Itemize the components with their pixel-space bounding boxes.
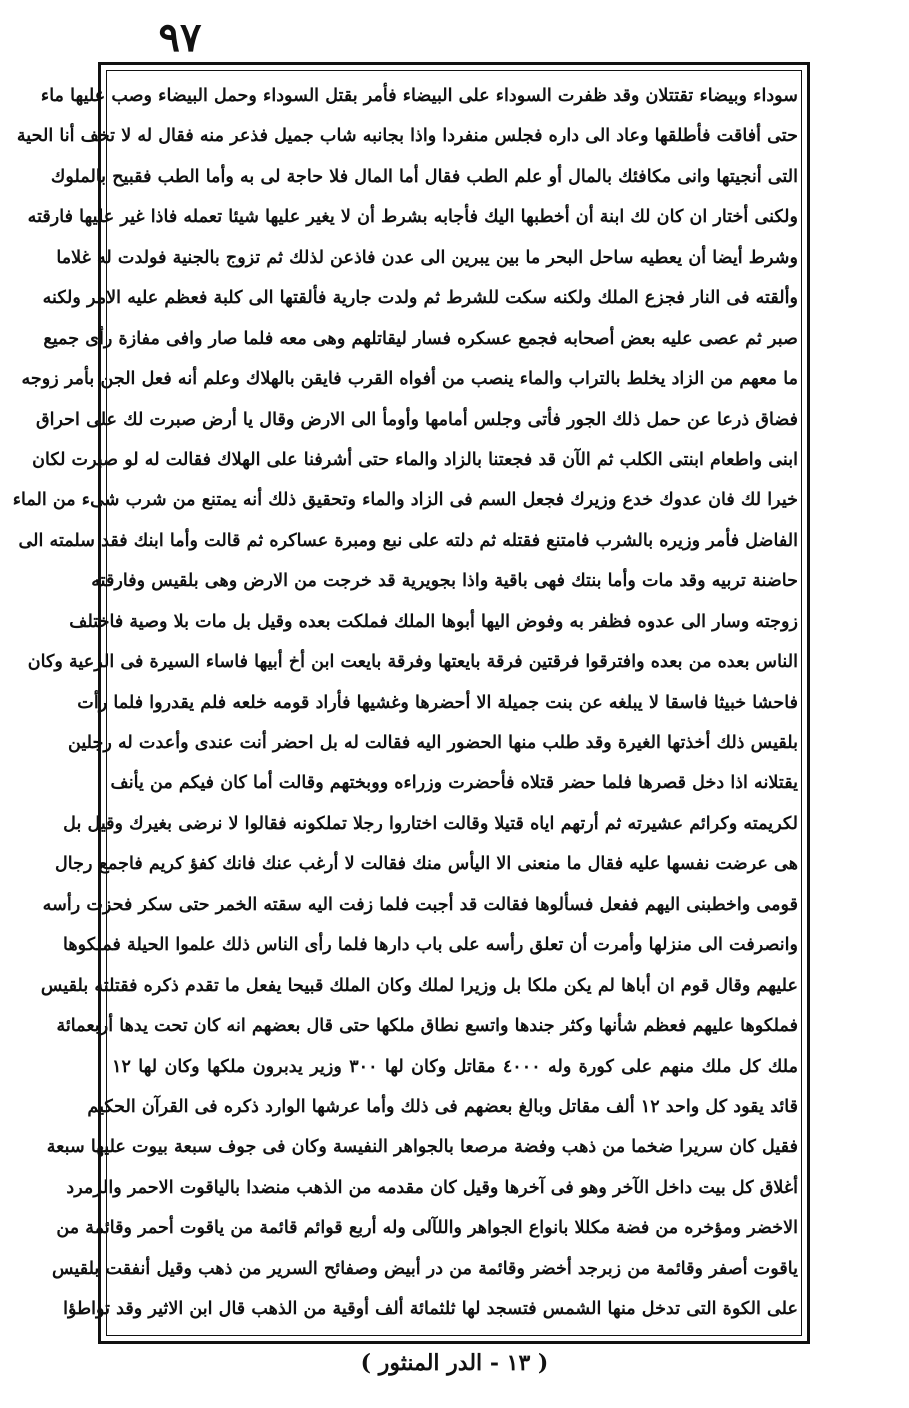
text-line: يقتلانه اذا دخل قصرها فلما حضر قتلاه فأحضرت وزراءه ووبختهم وقالت أما كان فيكم من يأنف <box>110 772 798 794</box>
text-line: التى أنجيتها وانى مكافئك بالمال أو علم الطب فقال أما المال فلا حاجة لى به وأما الطب فقبيح بالملوك <box>50 165 798 187</box>
text-line: عليهم وقال قوم ان أباها لم يكن ملكا بل وزيرا لملك وكان الملك قبيحا يفعل ما تقدم ذكره فقتلته بلقيس <box>40 974 798 996</box>
page-number: ٩٧ <box>158 14 202 61</box>
text-line: فضاق ذرعا عن حمل ذلك الجور فأتى وجلس أمامها وأومأ الى الارض وقال يا أرض صبرت لك على احراق <box>35 408 798 430</box>
text-line: قومى واخطبنى اليهم ففعل فسألوها فقالت قد أجبت فلما زفت اليه سقته الخمر حتى سكر فحزت رأسه <box>42 893 798 915</box>
text-line: زوجته وسار الى عدوه فظفر به وفوض اليها أبوها الملك فملكت بعده وقيل بل مات بلا وصية فاختلف <box>69 610 798 632</box>
text-line: وشرط أيضا أن يعطيه ساحل البحر ما بين يبرين الى عدن فاذعن لذلك ثم تزوج بالجنية فولدت له غلاما <box>56 246 798 268</box>
text-body <box>12 76 798 1330</box>
text-line: حتى أفاقت فأطلقها وعاد الى داره فجلس منفردا واذا بجانبه شاب جميل فذعر منه فقال له لا تخف أنا الحية <box>16 125 798 147</box>
text-line: حاضنة تربيه وقد مات وأما بنتك فهى باقية واذا بجويرية قد خرجت من الارض وهى بلقيس وفارقته <box>91 570 798 592</box>
text-line: صبر ثم عصى عليه بعض أصحابه فجمع عسكره فسار ليقاتلهم وهى معه فلما صار وافى مفازة رأى جميع <box>43 327 798 349</box>
text-line: الفاضل فأمر وزيره بالشرب فامتنع فقتله ثم دلته على نبع ومبرة عساكره ثم قالت وأما ابنك فقد سلمته الى <box>18 529 798 551</box>
text-line: ولكنى أختار ان كان لك ابنة أن أخطبها اليك فأجابه بشرط أن لا يغير عليها شيئا تعمله فاذا غير عليها فارقته <box>27 206 798 228</box>
text-line: قائد يقود كل واحد ١٢ ألف مقاتل وبالغ بعضهم فى ذلك وأما عرشها الوارد ذكره فى القرآن الحكيم <box>87 1095 798 1117</box>
text-line: ملك كل ملك منهم على كورة وله ٤٠٠٠ مقاتل وكان لها ٣٠٠ وزير يدبرون ملكها وكان لها ١٢ <box>112 1055 798 1077</box>
text-line: فملكوها عليهم فعظم شأنها وكثر جندها واتسع نطاق ملكها حتى قال بعضهم انه كان تحت يدها أربعمائة <box>56 1015 798 1037</box>
text-line: الناس بعده من بعده وافترقوا فرقتين فرقة بايعتها وفرقة بايعت ابن أخ أبيها فاساء السيرة فى الرعية وكان <box>27 651 798 673</box>
text-line: ياقوت أصفر وقائمة من زبرجد أخضر وقائمة من در أبيض وصفائح السرير من ذهب وقيل أنفقت بلقيس <box>51 1257 798 1279</box>
text-line: سوداء وبيضاء تقتتلان وقد ظفرت السوداء على البيضاء فأمر بقتل السوداء وحمل البيضاء وصب عليها ماء <box>40 85 798 106</box>
text-line: على الكوة التى تدخل منها الشمس فتسجد لها ثلثمائة ألف أوقية من الذهب قال ابن الاثير وقد تواطؤا <box>63 1298 798 1320</box>
text-line: فاحشا خبيثا فاسقا لا يبلغه عن بنت جميلة الا أحضرها وغشيها فأراد قومه خلعه فلم يقدروا فلما رأت <box>77 691 798 713</box>
text-line: وألقته فى النار فجزع الملك ولكنه سكت للشرط ثم ولدت جارية فألقتها الى كلبة فعظم عليه الامر ولكنه <box>42 287 798 309</box>
text-line: ما معهم من الزاد يخلط بالتراب والماء ينصب من أفواه القرب فايقن بالهلاك وعلم أنه فعل الجن بأمر زوجه <box>21 368 798 390</box>
text-line: بلقيس ذلك أخذتها الغيرة وقد طلب منها الحضور اليه فقالت له بل احضر أنت عندى وأعدت له رجلين <box>67 732 798 753</box>
text-line: فقيل كان سريرا ضخما من ذهب وفضة مرصعا بالجواهر النفيسة وكان فى جوف سبعة بيوت عليها سبعة <box>46 1136 798 1158</box>
text-line: هى عرضت نفسها عليه فقال ما منعنى الا اليأس منك فقالت لا أرغب عنك فانك كفؤ كريم فاجمع رجال <box>54 853 798 875</box>
text-line: خيرا لك فان عدوك خدع وزيرك فجعل السم فى الزاد والماء وتحقيق ذلك أنه يمتنع من شرب شىء من الماء <box>12 489 798 511</box>
text-line: لكريمته وكرائم عشيرته ثم أرتهم اياه قتيلا وقالت اختاروا رجلا تملكونه فقالوا لا نرضى بغيرك وقيل بل <box>63 812 798 834</box>
page-footer: ( ١٣ - الدر المنثور ) <box>360 1350 549 1376</box>
text-line: وانصرفت الى منزلها وأمرت أن تعلق رأسه على باب دارها فلما رأى الناس ذلك علموا الحيلة فملكوها <box>63 934 798 956</box>
text-line: الاخضر ومؤخره من فضة مكللا بانواع الجواهر واللآلى وله أربع قوائم قائمة من ياقوت أحمر وقائمة من <box>56 1217 798 1239</box>
text-line: ابنى واطعام ابنتى الكلب ثم الآن قد فجعتنا بالزاد والماء حتى أشرفنا على الهلاك فقالت له لو صبرت لكان <box>32 448 798 470</box>
text-line: أغلاق كل بيت داخل الآخر وهو فى آخرها وقيل كان مقدمه من الذهب منضدا بالياقوت الاحمر والزمرد <box>66 1176 798 1198</box>
